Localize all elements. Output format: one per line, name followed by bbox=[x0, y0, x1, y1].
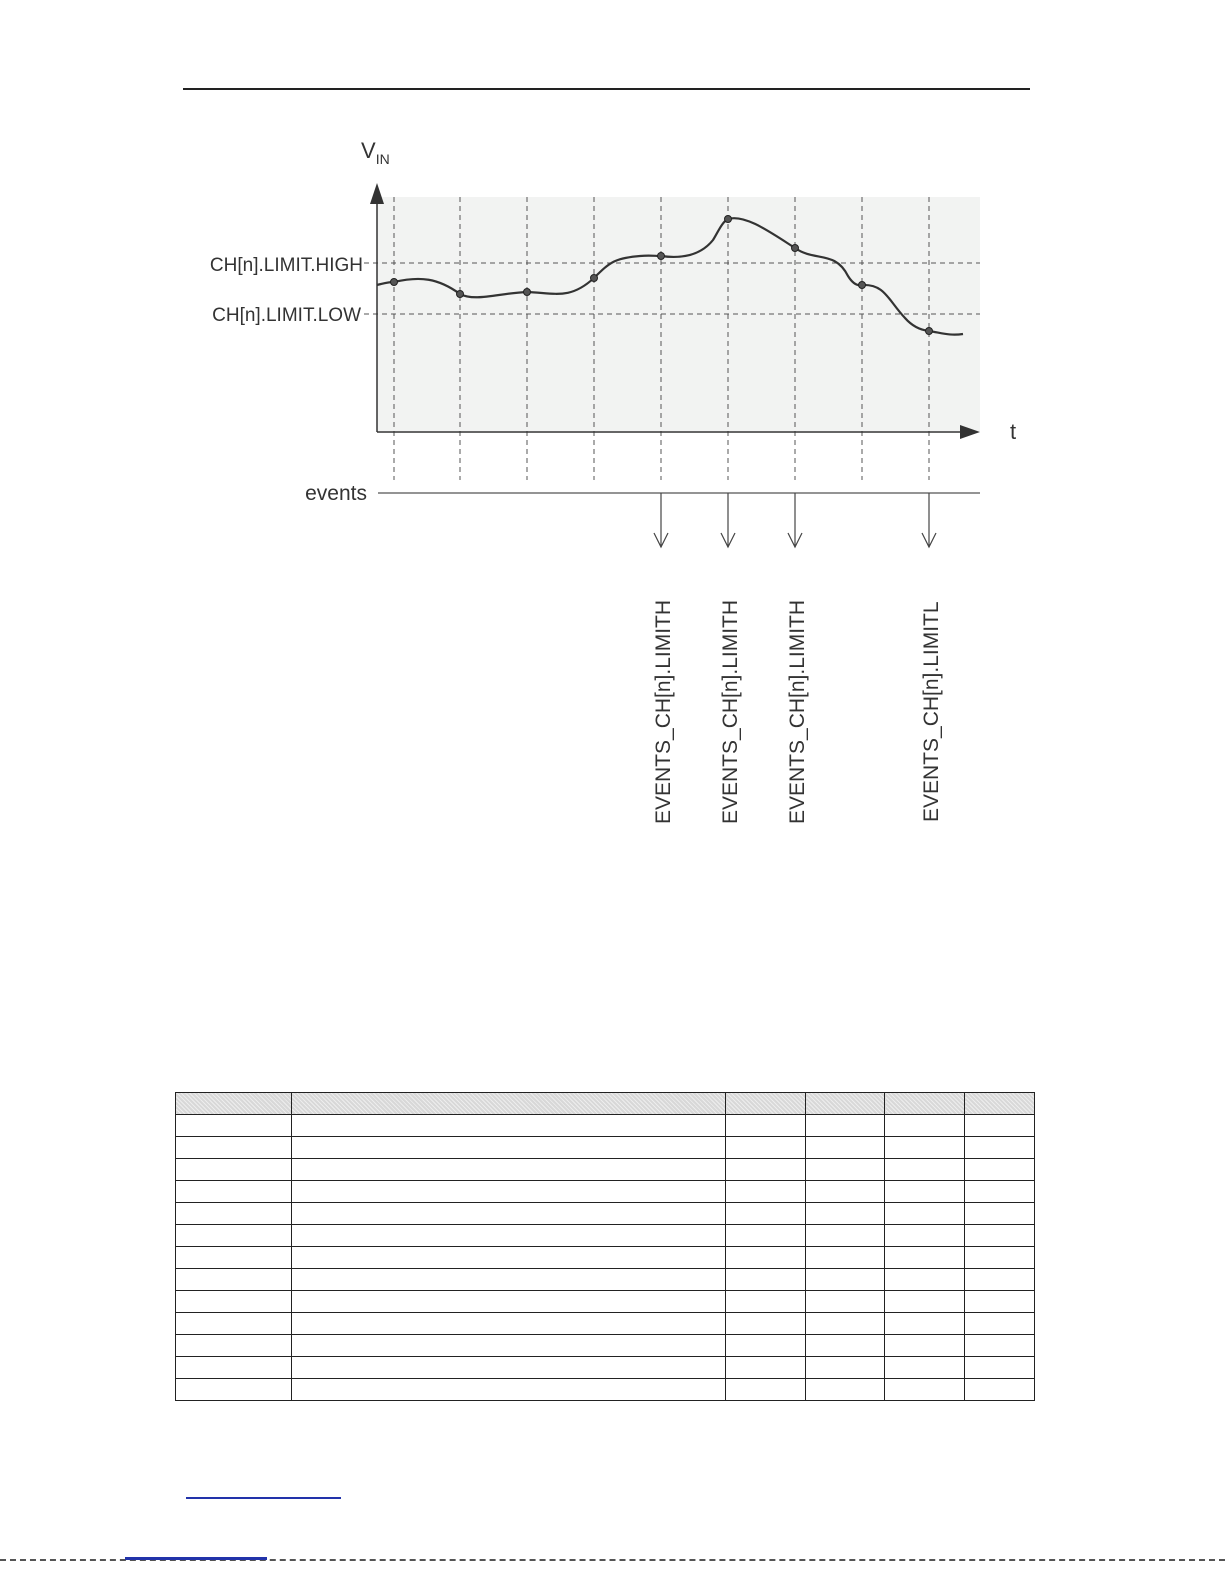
table-header-cell bbox=[965, 1093, 1035, 1115]
table-cell bbox=[806, 1335, 885, 1357]
table-cell bbox=[965, 1137, 1035, 1159]
table-cell bbox=[292, 1247, 726, 1269]
event-arrows bbox=[654, 493, 936, 547]
table-cell bbox=[885, 1247, 965, 1269]
y-axis-arrow bbox=[370, 183, 384, 204]
table-header-cell bbox=[176, 1093, 292, 1115]
table-cell bbox=[292, 1181, 726, 1203]
table-cell bbox=[965, 1225, 1035, 1247]
table-cell bbox=[965, 1291, 1035, 1313]
table-cell bbox=[176, 1379, 292, 1401]
table-cell bbox=[176, 1269, 292, 1291]
table-cell bbox=[965, 1335, 1035, 1357]
table-row bbox=[176, 1247, 1035, 1269]
table-cell bbox=[176, 1181, 292, 1203]
table-cell bbox=[806, 1225, 885, 1247]
table-cell bbox=[176, 1159, 292, 1181]
table-cell bbox=[965, 1181, 1035, 1203]
table-cell bbox=[806, 1181, 885, 1203]
table-cell bbox=[885, 1335, 965, 1357]
event-arrow bbox=[721, 493, 735, 547]
table-cell bbox=[806, 1115, 885, 1137]
event-arrow bbox=[788, 493, 802, 547]
table-row bbox=[176, 1291, 1035, 1313]
table-cell bbox=[885, 1181, 965, 1203]
table-row bbox=[176, 1357, 1035, 1379]
table-cell bbox=[965, 1269, 1035, 1291]
table-cell bbox=[885, 1379, 965, 1401]
table-cell bbox=[885, 1357, 965, 1379]
table-row bbox=[176, 1159, 1035, 1181]
table-cell bbox=[292, 1225, 726, 1247]
table-cell bbox=[292, 1313, 726, 1335]
table-header-row bbox=[176, 1093, 1035, 1115]
table-cell bbox=[726, 1313, 806, 1335]
table-cell bbox=[965, 1159, 1035, 1181]
table-body bbox=[176, 1115, 1035, 1401]
table-cell bbox=[885, 1225, 965, 1247]
table-cell bbox=[965, 1115, 1035, 1137]
table-header-cell bbox=[806, 1093, 885, 1115]
table-cell bbox=[726, 1379, 806, 1401]
table-cell bbox=[176, 1247, 292, 1269]
table-cell bbox=[726, 1357, 806, 1379]
sample-point bbox=[658, 253, 665, 260]
table-header-cell bbox=[726, 1093, 806, 1115]
table-cell bbox=[292, 1357, 726, 1379]
sample-point bbox=[725, 216, 732, 223]
sample-point bbox=[591, 275, 598, 282]
table-cell bbox=[176, 1115, 292, 1137]
table-cell bbox=[726, 1335, 806, 1357]
table-row bbox=[176, 1225, 1035, 1247]
table-header-cell bbox=[885, 1093, 965, 1115]
event-label: EVENTS_CH[n].LIMITL bbox=[920, 601, 943, 822]
table-cell bbox=[726, 1115, 806, 1137]
table-cell bbox=[885, 1159, 965, 1181]
event-label: EVENTS_CH[n].LIMITH bbox=[786, 599, 809, 824]
table-cell bbox=[292, 1379, 726, 1401]
table-cell bbox=[726, 1159, 806, 1181]
table-cell bbox=[726, 1291, 806, 1313]
table-cell bbox=[292, 1137, 726, 1159]
table-cell bbox=[806, 1379, 885, 1401]
table-cell bbox=[176, 1313, 292, 1335]
table-row bbox=[176, 1115, 1035, 1137]
sample-point bbox=[524, 289, 531, 296]
table-cell bbox=[965, 1247, 1035, 1269]
table-cell bbox=[806, 1269, 885, 1291]
table-cell bbox=[176, 1291, 292, 1313]
footer-link[interactable] bbox=[186, 1497, 341, 1499]
table-cell bbox=[292, 1115, 726, 1137]
table-cell bbox=[806, 1159, 885, 1181]
table-cell bbox=[176, 1225, 292, 1247]
events-label: events bbox=[305, 482, 367, 505]
table-cell bbox=[885, 1115, 965, 1137]
table-row bbox=[176, 1379, 1035, 1401]
event-label: EVENTS_CH[n].LIMITH bbox=[652, 599, 675, 824]
sample-point bbox=[926, 328, 933, 335]
table-cell bbox=[965, 1357, 1035, 1379]
table-row bbox=[176, 1137, 1035, 1159]
table-cell bbox=[726, 1203, 806, 1225]
footer-accent bbox=[125, 1557, 267, 1560]
table-cell bbox=[176, 1137, 292, 1159]
sample-point bbox=[457, 291, 464, 298]
table-row bbox=[176, 1335, 1035, 1357]
table-cell bbox=[885, 1137, 965, 1159]
table-cell bbox=[806, 1247, 885, 1269]
sample-point bbox=[391, 279, 398, 286]
table-cell bbox=[726, 1181, 806, 1203]
sample-point bbox=[859, 282, 866, 289]
table-cell bbox=[806, 1203, 885, 1225]
table-cell bbox=[176, 1357, 292, 1379]
register-table bbox=[175, 1092, 1035, 1401]
table-cell bbox=[965, 1203, 1035, 1225]
table-cell bbox=[292, 1269, 726, 1291]
event-arrow bbox=[654, 493, 668, 547]
table-cell bbox=[726, 1137, 806, 1159]
limit-low-label: CH[n].LIMIT.LOW bbox=[212, 305, 361, 326]
x-axis-label: t bbox=[1010, 419, 1017, 444]
table-cell bbox=[885, 1291, 965, 1313]
table-cell bbox=[806, 1357, 885, 1379]
table-row bbox=[176, 1269, 1035, 1291]
table-cell bbox=[176, 1203, 292, 1225]
table-cell bbox=[806, 1137, 885, 1159]
table-cell bbox=[885, 1269, 965, 1291]
table-row bbox=[176, 1203, 1035, 1225]
table-cell bbox=[292, 1203, 726, 1225]
table-cell bbox=[726, 1225, 806, 1247]
table-cell bbox=[726, 1269, 806, 1291]
table-cell bbox=[965, 1379, 1035, 1401]
limit-high-label: CH[n].LIMIT.HIGH bbox=[209, 255, 363, 276]
event-arrow bbox=[922, 493, 936, 547]
table-cell bbox=[885, 1203, 965, 1225]
table-cell bbox=[806, 1313, 885, 1335]
table-cell bbox=[292, 1291, 726, 1313]
y-axis-label: $V_{IN}$ bbox=[361, 138, 390, 167]
table-row bbox=[176, 1313, 1035, 1335]
table-cell bbox=[292, 1335, 726, 1357]
event-label: EVENTS_CH[n].LIMITH bbox=[719, 599, 742, 824]
sample-point bbox=[792, 245, 799, 252]
table-row bbox=[176, 1181, 1035, 1203]
table-cell bbox=[806, 1291, 885, 1313]
table-cell bbox=[885, 1313, 965, 1335]
table-cell bbox=[726, 1247, 806, 1269]
table-cell bbox=[176, 1335, 292, 1357]
table-cell bbox=[292, 1159, 726, 1181]
table-cell bbox=[965, 1313, 1035, 1335]
table-header-cell bbox=[292, 1093, 726, 1115]
